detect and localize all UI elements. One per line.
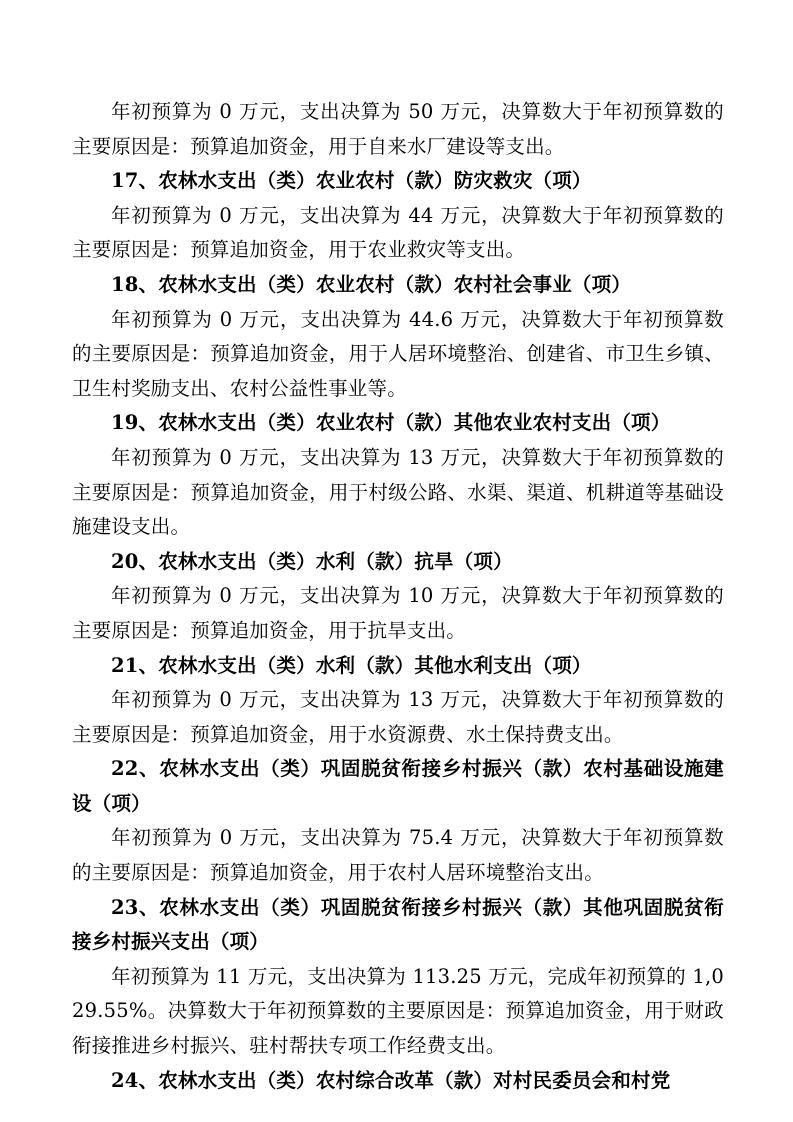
heading-24: 24、农林水支出（类）农村综合改革（款）对村民委员会和村党 bbox=[111, 1068, 671, 1092]
heading-19: 19、农林水支出（类）农业农村（款）其他农业农村支出（项） bbox=[111, 411, 671, 435]
heading-20: 20、农林水支出（类）水利（款）抗旱（项） bbox=[111, 549, 513, 573]
heading-22: 22、农林水支出（类）巩固脱贫衔接乡村振兴（款）农村基础设施建设（项） bbox=[72, 757, 724, 815]
heading-17: 17、农林水支出（类）农业农村（款）防灾救灾（项） bbox=[111, 169, 592, 193]
paragraph-22-body: 年初预算为 0 万元，支出决算为 75.4 万元，决算数大于年初预算数的主要原因是：预算追加资金，用于农村人居环境整治支出。 bbox=[72, 826, 724, 885]
heading-23: 23、农林水支出（类）巩固脱贫衔接乡村振兴（款）其他巩固脱贫衔接乡村振兴支出（项） bbox=[72, 895, 724, 954]
paragraph-17-body: 年初预算为 0 万元，支出决算为 44 万元，决算数大于年初预算数的主要原因是：预算追加资金，用于农业救灾等支出。 bbox=[72, 203, 724, 262]
paragraph-21-body: 年初预算为 0 万元，支出决算为 13 万元，决算数大于年初预算数的主要原因是：预算追加资金，用于水资源费、水土保持费支出。 bbox=[72, 688, 724, 746]
paragraph-20-body: 年初预算为 0 万元，支出决算为 10 万元，决算数大于年初预算数的主要原因是：预算追加资金，用于抗旱支出。 bbox=[72, 584, 724, 642]
paragraph-18-body: 年初预算为 0 万元，支出决算为 44.6 万元，决算数大于年初预算数的主要原因是：预算追加资金，用于人居环境整治、创建省、市卫生乡镇、卫生村奖励支出、农村公益性事业等。 bbox=[72, 307, 724, 400]
document-body bbox=[72, 95, 724, 1098]
paragraph-19-body: 年初预算为 0 万元，支出决算为 13 万元，决算数大于年初预算数的主要原因是：预算追加资金，用于村级公路、水渠、渠道、机耕道等基础设施建设支出。 bbox=[72, 445, 724, 539]
heading-18: 18、农林水支出（类）农业农村（款）农村社会事业（项） bbox=[111, 272, 632, 296]
heading-21: 21、农林水支出（类）水利（款）其他水利支出（项） bbox=[111, 653, 592, 677]
paragraph-23-body: 年初预算为 11 万元，支出决算为 113.25 万元，完成年初预算的 1,029.55%。决算数大于年初预算数的主要原因是：预算追加资金，用于财政衔接推进乡村振兴、驻村帮扶专项工作经费支出。 bbox=[72, 964, 724, 1058]
paragraph-16-body: 年初预算为 0 万元，支出决算为 50 万元，决算数大于年初预算数的主要原因是：预算追加资金，用于自来水厂建设等支出。 bbox=[72, 100, 724, 158]
